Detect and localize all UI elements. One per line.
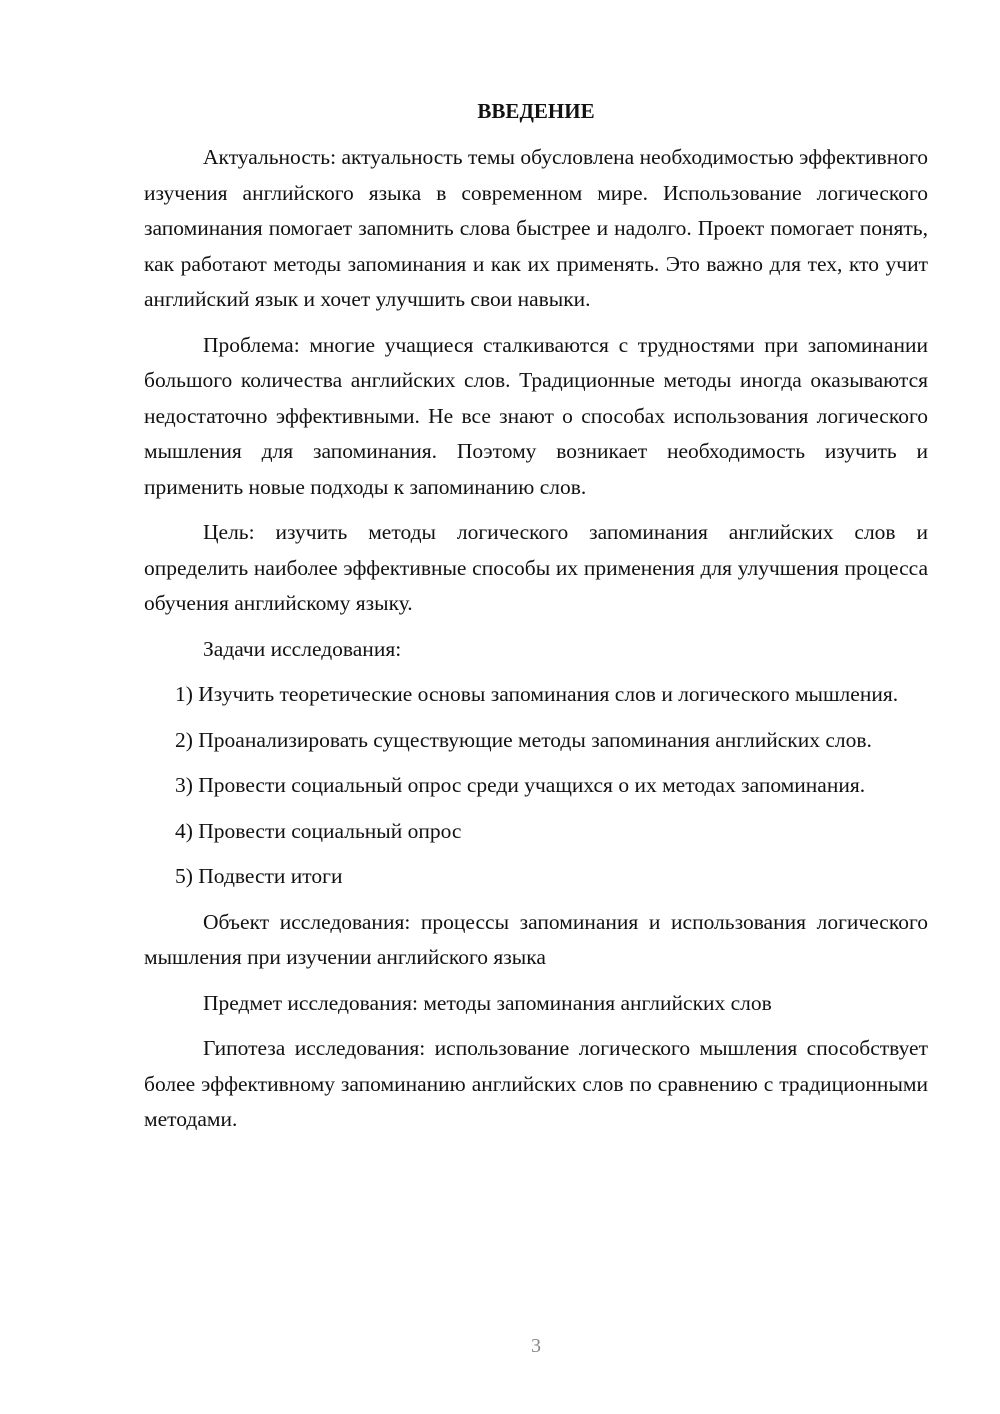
task-item-4: 4) Провести социальный опрос <box>175 818 462 843</box>
section-heading: ВВЕДЕНИЕ <box>477 99 595 123</box>
paragraph-problem: Проблема: многие учащиеся сталкиваются с трудностями при запоминании большого количества английских слов. Традиционные методы иногда оказываются недостаточно эффективными. Не все знают о способах использования логического мышления для запоминания. Поэтому возникает необходимость изучить и применить новые подходы к запоминанию слов. <box>144 332 928 499</box>
paragraph-relevance: Актуальность: актуальность темы обусловлена необходимостью эффективного изучения английского языка в современном мире. Использование логического запоминания помогает запомнить слова быстрее и надолго. Проект помогает понять, как работают методы запоминания и как их применять. Это важно для тех, кто учит английский язык и хочет улучшить свои навыки. <box>144 145 928 311</box>
task-item-1: 1) Изучить теоретические основы запоминания слов и логического мышления. <box>175 682 899 706</box>
paragraph-object: Объект исследования: процессы запоминания и использования логического мышления при изучении английского языка <box>144 909 928 969</box>
task-item-5: 5) Подвести итоги <box>175 864 343 888</box>
paragraph-subject: Предмет исследования: методы запоминания английских слов <box>203 990 772 1015</box>
paragraph-hypothesis: Гипотеза исследования: использование логического мышления способствует более эффективному запоминанию английских слов по сравнению с традиционными методами. <box>144 1036 928 1131</box>
task-item-3: 3) Провести социальный опрос среди учащихся о их методах запоминания. <box>175 773 866 797</box>
body-text <box>144 140 928 1138</box>
paragraph-tasks-title: Задачи исследования: <box>203 636 402 661</box>
page-number: 3 <box>531 1335 541 1357</box>
paragraph-goal: Цель: изучить методы логического запоминания английских слов и определить наиболее эффективные способы их применения для улучшения процесса обучения английскому языку. <box>144 520 928 615</box>
task-item-2: 2) Проанализировать существующие методы запоминания английских слов. <box>175 727 872 752</box>
